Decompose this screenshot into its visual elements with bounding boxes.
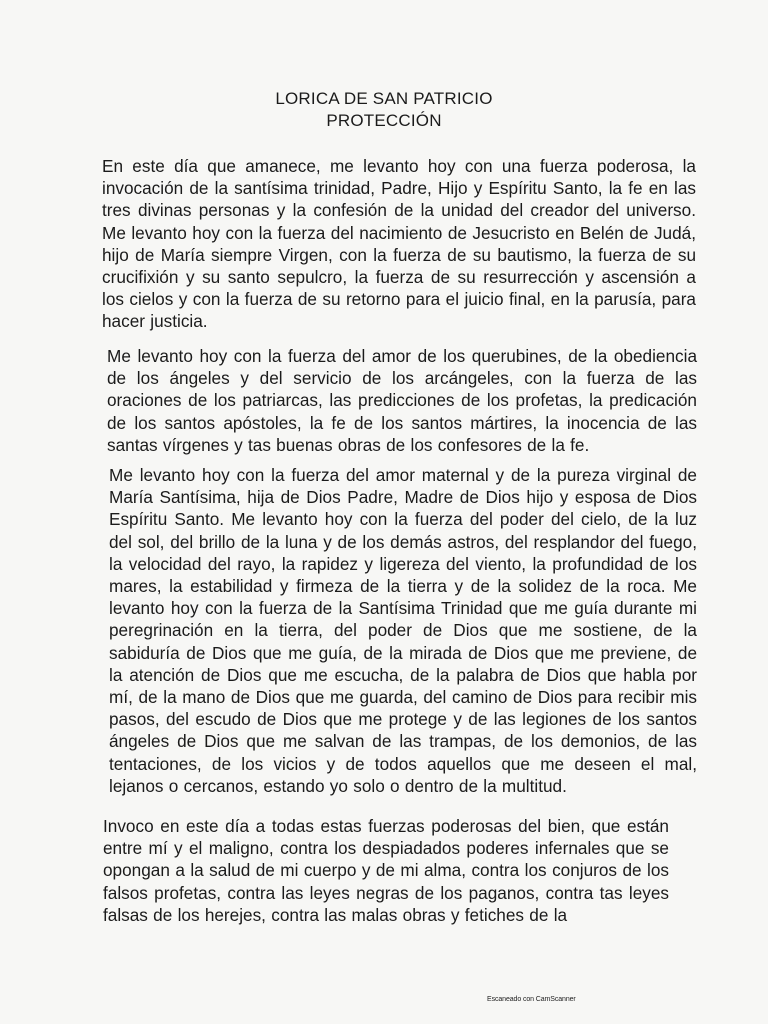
scanner-watermark: Escaneado con CamScanner bbox=[487, 996, 576, 1003]
paragraph-1: En este día que amanece, me levanto hoy con una fuerza poderosa, la invocación de la santísima trinidad, Padre, Hijo y Espíritu Santo, la fe en las tres divinas personas y la confesión de la unidad del creador del universo. Me levanto hoy con la fuerza del nacimiento de Jesucristo en Belén de Judá, hijo de María siempre Virgen, con la fuerza de su bautismo, la fuerza de su crucifixión y su santo sepulcro, la fuerza de su resurrección y ascensión a los cielos y con la fuerza de su retorno para el juicio final, en la parusía, para hacer justicia. bbox=[102, 156, 696, 332]
paragraph-3: Me levanto hoy con la fuerza del amor maternal y de la pureza virginal de María Santísima, hija de Dios Padre, Madre de Dios hijo y esposa de Dios Espíritu Santo. Me levanto hoy con la fuerza del poder del cielo, de la luz del sol, del brillo de la luna y de los demás astros, del resplandor del fuego, la velocidad del rayo, la rapidez y ligereza del viento, la profundidad de los mares, la estabilidad y firmeza de la tierra y de la solidez de la roca. Me levanto hoy con la fuerza de la Santísima Trinidad que me guía durante mi peregrinación en la tierra, del poder de Dios que me sostiene, de la sabiduría de Dios que me guía, de la mirada de Dios que me previene, de la atención de Dios que me escucha, de la palabra de Dios que habla por mí, de la mano de Dios que me guarda, del camino de Dios para recibir mis pasos, del escudo de Dios que me protege y de las legiones de los santos ángeles de Dios que me salvan de las trampas, de los demonios, de las tentaciones, de los vicios y de todos aquellos que me deseen el mal, lejanos o cercanos, estando yo solo o dentro de la multitud. bbox=[109, 465, 697, 796]
title-line-2: PROTECCIÓN bbox=[326, 111, 442, 130]
title-line-1: LORICA DE SAN PATRICIO bbox=[275, 89, 493, 108]
paragraph-4: Invoco en este día a todas estas fuerzas poderosas del bien, que están entre mí y el maligno, contra los despiadados poderes infernales que se opongan a la salud de mi cuerpo y de mi alma, contra los conjuros de los falsos profetas, contra las leyes negras de los paganos, contra tas leyes falsas de los herejes, contra las malas obras y fetiches de la bbox=[103, 816, 669, 925]
paragraph-2: Me levanto hoy con la fuerza del amor de los querubines, de la obediencia de los ángeles y del servicio de los arcángeles, con la fuerza de las oraciones de los patriarcas, las predicciones de los profetas, la predicación de los santos apóstoles, la fe de los santos mártires, la inocencia de las santas vírgenes y tas buenas obras de los confesores de la fe. bbox=[107, 346, 697, 455]
document-title bbox=[0, 88, 768, 132]
